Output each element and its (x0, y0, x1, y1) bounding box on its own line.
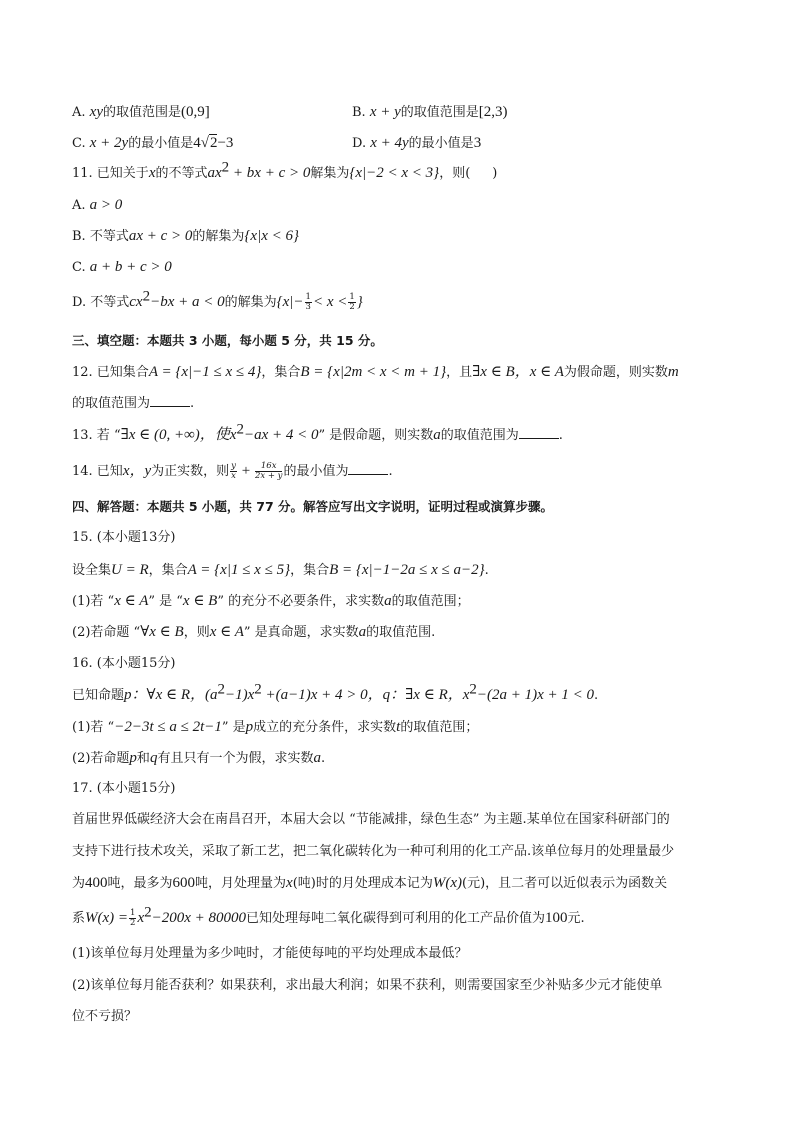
q17-line-4: 系W(x) = $\frac{1}{2}$ $x^2-200x + 80000$已知处理每吨二氧化碳得到可利用的化工产品价值为100元. (72, 904, 585, 928)
q17-line-3: 为400吨，最多为600吨，月处理量为x(吨)时的月处理成本记为W(x)(元)，且二者可以近似表示为函数关 (72, 875, 668, 891)
answer-blank[interactable] (150, 392, 190, 407)
q17-line-2: 支持下进行技术攻关，采取了新工艺，把二氧化碳转化为一种可利用的化工产品.该单位每月的处理量最少 (72, 844, 675, 859)
superscript-2: 2 (236, 421, 244, 438)
q14: 14. 已知x，y为正实数，则 $\frac{y}{x}$ + $\frac{16x}{2x + y}$ 的最小值为 . (72, 461, 393, 481)
q10-option-a: A. xy的取值范围是(0,9] (72, 104, 210, 120)
q11-stem: 11. 已知关于x的不等式$ax^2$ + bx + c > 0解集为{x|−2 < x < 3}，则( ) (72, 159, 498, 181)
q12-line-1: 12. 已知集合A = {x|−1 ≤ x ≤ 4}，集合B = {x|2m < x < m + 1}，且∃x ∈ B，x ∈ A为假命题，则实数m (72, 364, 679, 380)
q11-option-b: B. 不等式ax + c > 0的解集为{x|x < 6} (72, 228, 299, 244)
superscript-2: 2 (142, 288, 151, 305)
superscript-2: 2 (469, 681, 477, 698)
q15-stem: 设全集U = R，集合A = {x|1 ≤ x ≤ 5}，集合B = {x|−1−2a ≤ x ≤ a−2}. (72, 562, 489, 578)
q10-option-d: D. x + 4y的最小值是3 (352, 135, 482, 151)
answer-blank[interactable] (519, 424, 559, 439)
q16-header: 16. (本小题15分) (72, 656, 176, 671)
q15-header: 15. (本小题13分) (72, 530, 176, 545)
q17-part-2-line-2: 位不亏损？ (72, 1009, 138, 1024)
q17-part-2-line-1: (2)该单位每月能否获利？如果获利，求出最大利润；如果不获利，则需要国家至少补贴多少元才能使单 (72, 978, 663, 993)
fraction-one-half: $\frac{1}{2}$ (349, 292, 355, 312)
q17-part-1: (1)该单位每月处理量为多少吨时，才能使每吨的平均处理成本最低？ (72, 946, 468, 961)
superscript-2: 2 (254, 681, 262, 698)
section-4-title: 四、解答题：本题共 5 小题，共 77 分。解答应写出文字说明，证明过程或演算步骤。 (72, 499, 554, 514)
fraction-y-over-x: $\frac{y}{x}$ (231, 461, 236, 481)
section-3-title: 三、填空题：本题共 3 小题，每小题 5 分，共 15 分。 (72, 333, 383, 348)
q17-line-1: 首届世界低碳经济大会在南昌召开，本届大会以 “节能减排，绿色生态” 为主题.某单位在国家科研部门的 (72, 812, 670, 827)
fraction-one-third: $\frac{1}{3}$ (305, 292, 311, 312)
sqrt-symbol: √ (200, 135, 209, 151)
q16-stem: 已知命题p：∀x ∈ R，$(a^2-1)x^2 +(a-1)x + 4 > 0$，q：∃x ∈ R，$x^2-(2a + 1)x + 1 < 0$. (72, 681, 599, 703)
superscript-2: 2 (144, 904, 152, 921)
q15-part-1: (1)若 “x ∈ A” 是 “x ∈ B” 的充分不必要条件，求实数a的取值范围； (72, 593, 470, 609)
fraction-one-half: $\frac{1}{2}$ (130, 908, 136, 928)
fraction-16x-over-2x-plus-y: $\frac{16x}{2x + y}$ (254, 461, 283, 481)
q17-header: 17. (本小题15分) (72, 781, 176, 796)
q15-part-2: (2)若命题 “∀x ∈ B，则x ∈ A” 是真命题，求实数a的取值范围. (72, 624, 436, 640)
q11-option-d: D. 不等式$cx^2-bx + a < 0$的解集为{x|− $\frac{1}{3}$ < x < $\frac{1}{2}$ } (72, 288, 363, 312)
q10-option-b: B. x + y的取值范围是[2,3) (352, 104, 508, 120)
q11-option-a: A. a > 0 (72, 197, 123, 213)
q11-option-c: C. a + b + c > 0 (72, 259, 172, 275)
superscript-2: 2 (217, 681, 225, 698)
q10-option-c: C. x + 2y的最小值是4√2−3 (72, 135, 234, 151)
q16-part-2: (2)若命题p和q有且只有一个为假，求实数a. (72, 750, 326, 766)
q16-part-1: (1)若 “−2−3t ≤ a ≤ 2t−1” 是p成立的充分条件，求实数t的取值范围； (72, 719, 479, 735)
superscript-2: 2 (221, 159, 230, 176)
q13: 13. 若 “∃x ∈ (0, +∞)，使$x^2-ax + 4 < 0$” 是假命题，则实数a的取值范围为 . (72, 421, 563, 443)
answer-blank[interactable] (348, 460, 388, 475)
q12-line-2: 的取值范围为 . (72, 392, 194, 415)
